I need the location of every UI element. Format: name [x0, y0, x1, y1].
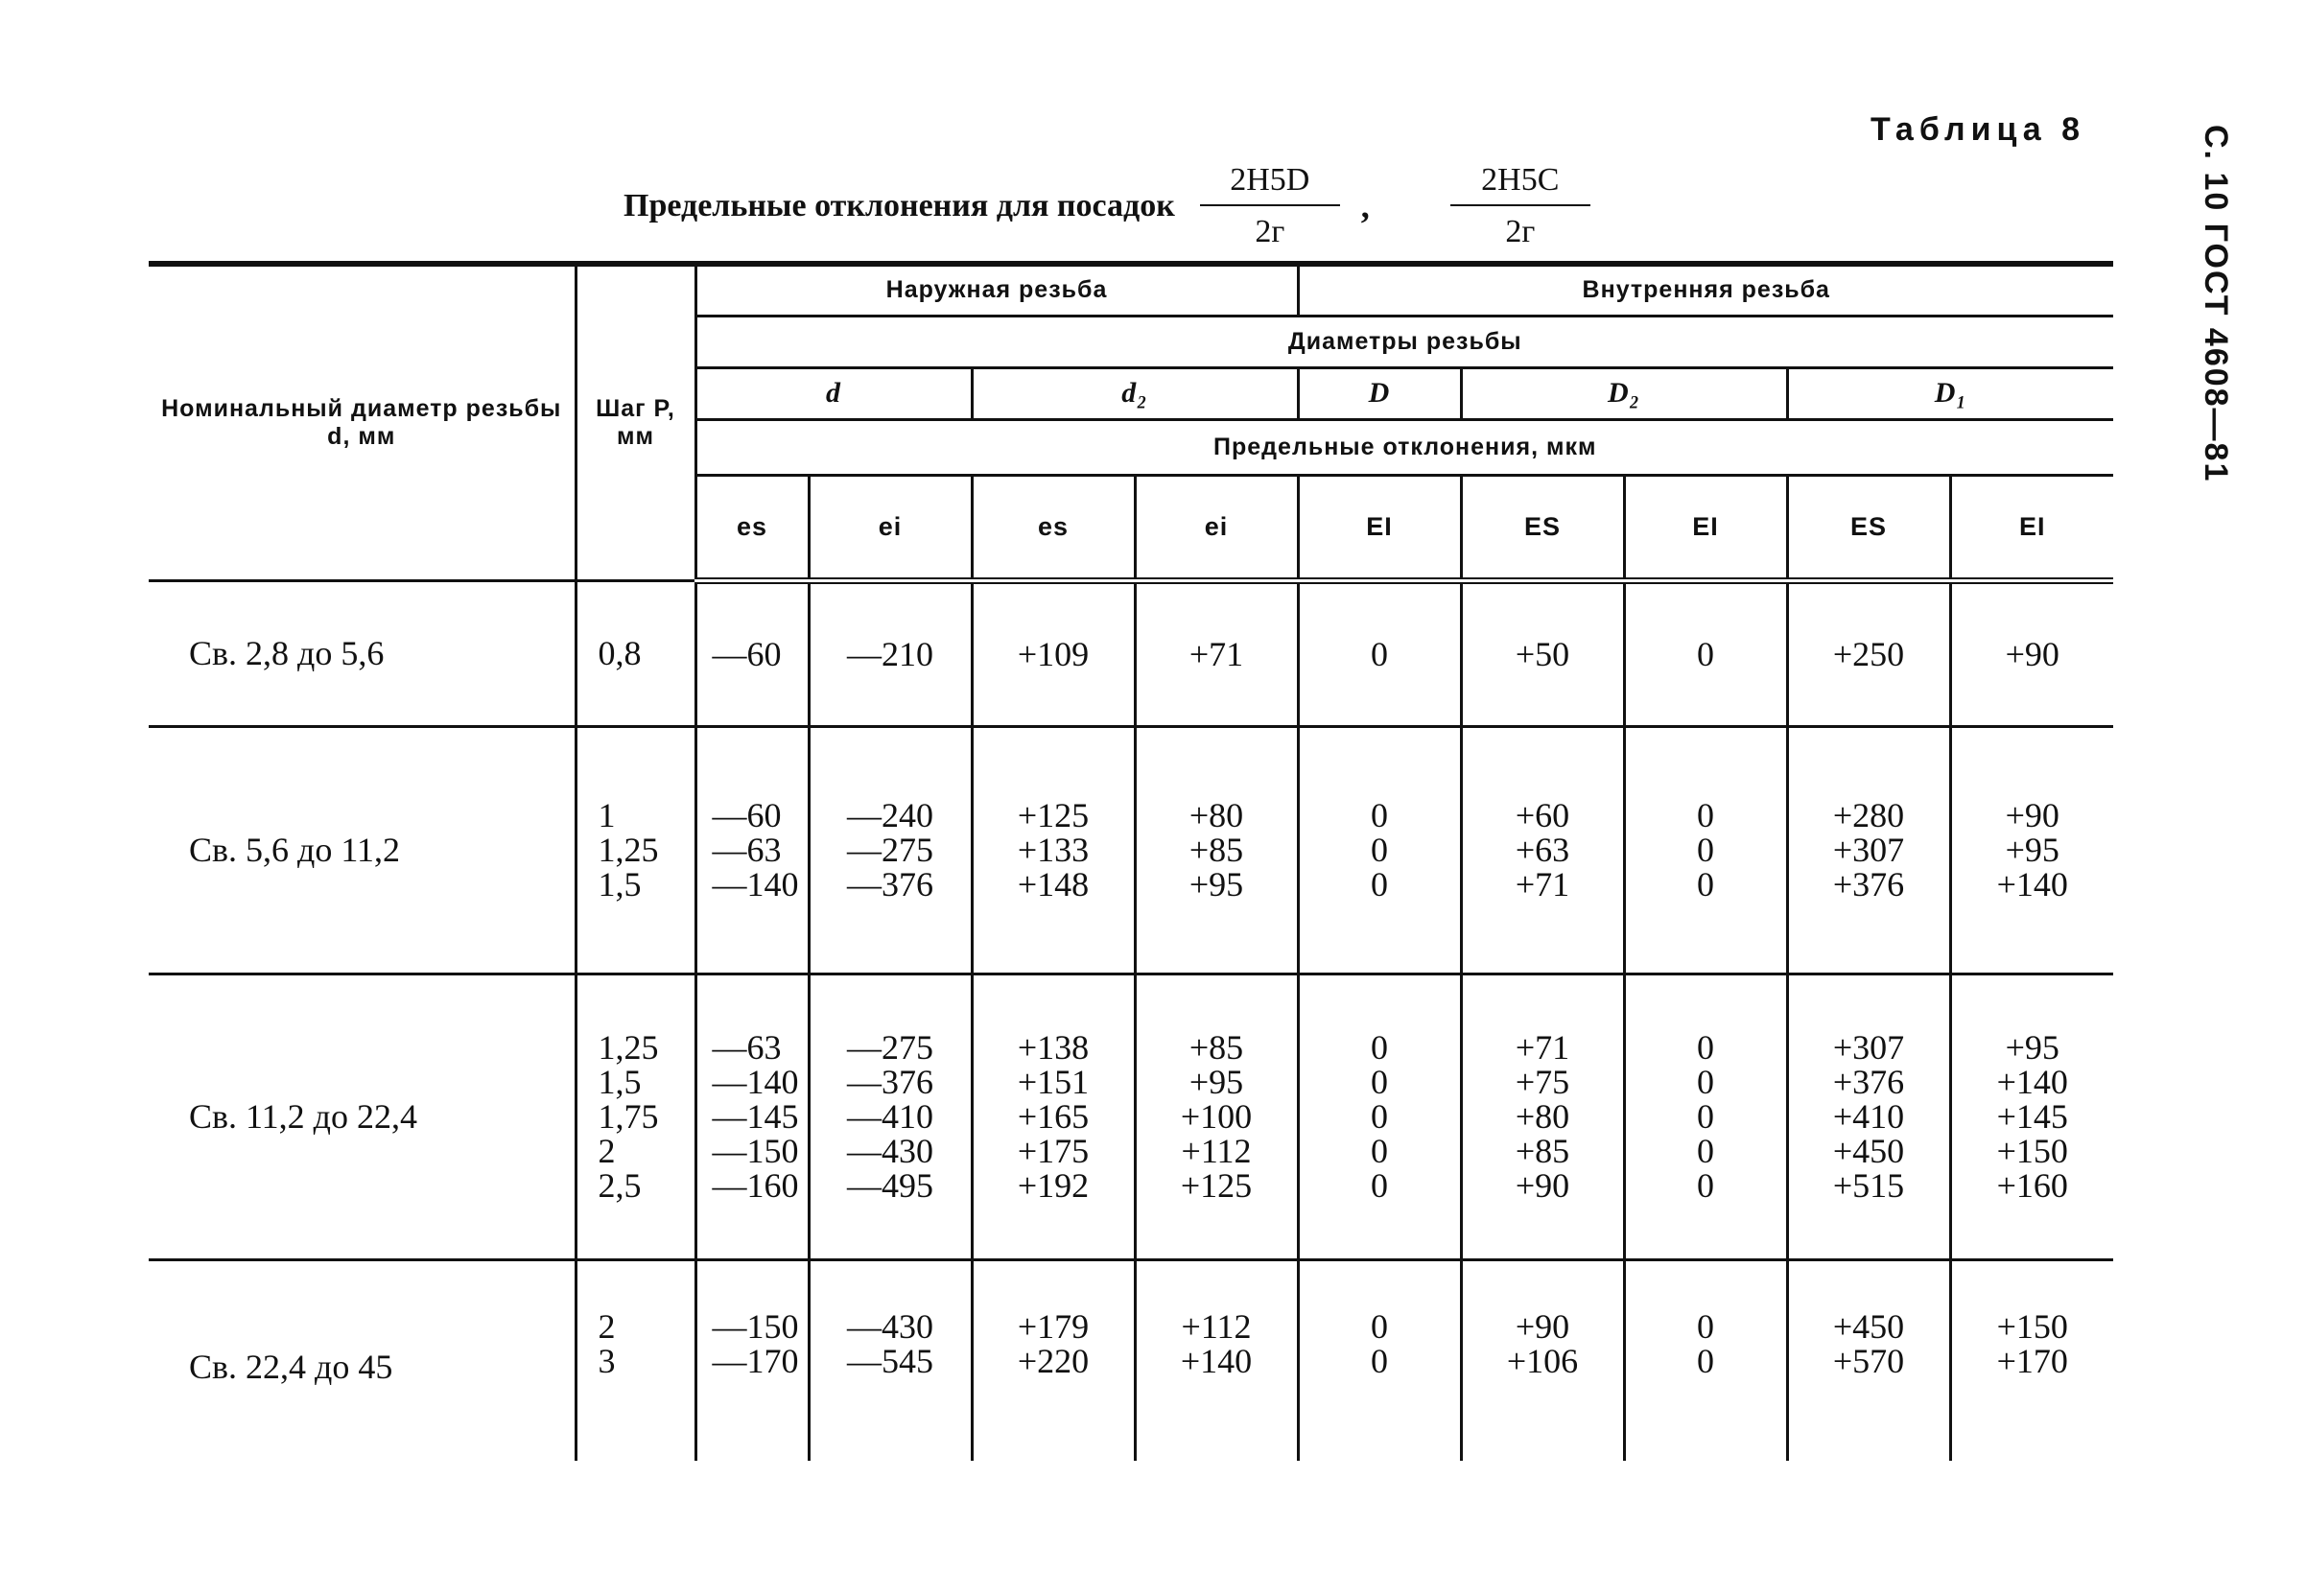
cell-value: 0: [1371, 865, 1388, 904]
cell-value: +100: [1180, 1097, 1253, 1136]
cell-value: —63: [712, 1028, 782, 1067]
table-row: [149, 726, 2113, 974]
cell-value: 0: [1697, 1132, 1714, 1170]
cell-value: +165: [1017, 1097, 1090, 1136]
cell-value: +145: [1996, 1097, 2068, 1136]
cell-D-EI: [1298, 580, 1461, 726]
cell-d2-es: [972, 580, 1135, 726]
cell-value: +95: [1188, 865, 1244, 904]
cell-value: +140: [1996, 1063, 2068, 1101]
cell-range: Св. 11,2 до 22,4: [149, 974, 576, 1259]
cell-D2-EI: [1624, 580, 1787, 726]
cell-value: 1,5: [598, 865, 642, 904]
header-diam-D: D: [1298, 367, 1461, 419]
cell-d2-es: [972, 974, 1135, 1259]
fit-1-denominator: 2г: [1255, 214, 1285, 249]
cell-d2-ei: [1135, 1259, 1298, 1461]
cell-value: +112: [1181, 1306, 1252, 1346]
cell-d-ei: [809, 974, 972, 1259]
cell-D2-ES: [1461, 726, 1624, 974]
cell-value: +80: [1188, 796, 1244, 834]
header-sub-D1-ES: ES: [1787, 475, 1950, 580]
cell-D1-ES: [1787, 726, 1950, 974]
cell-d2-es: [972, 726, 1135, 974]
cell-value: +95: [2005, 831, 2059, 869]
cell-value: —150: [712, 1132, 799, 1170]
cell-value: +175: [1017, 1132, 1090, 1170]
cell-value: 0: [1697, 1306, 1714, 1346]
table-title-text: Предельные отклонения для посадок: [624, 188, 1175, 223]
cell-value: —60: [712, 796, 782, 834]
cell-D-EI: [1298, 1259, 1461, 1461]
cell-value: +150: [1996, 1132, 2068, 1170]
cell-value: —240: [847, 796, 933, 834]
cell-value: +90: [2005, 635, 2059, 673]
cell-D2-EI: [1624, 1259, 1787, 1461]
cell-value: 0: [1371, 1097, 1388, 1136]
cell-D1-EI: [1950, 580, 2113, 726]
cell-value: +570: [1832, 1341, 1905, 1380]
fit-2-numerator: 2H5C: [1450, 162, 1590, 206]
cell-value: —170: [712, 1341, 799, 1380]
cell-value: 2: [598, 1132, 616, 1170]
cell-value: +90: [2005, 796, 2059, 834]
cell-value: +140: [1996, 865, 2068, 904]
cell-D2-EI: [1624, 974, 1787, 1259]
cell-value: —275: [847, 831, 933, 869]
cell-value: —430: [847, 1132, 933, 1170]
cell-D2-ES: [1461, 1259, 1624, 1461]
cell-D-EI: [1298, 726, 1461, 974]
cell-value: +95: [2005, 1028, 2059, 1067]
header-sub-d-ei: ei: [809, 475, 972, 580]
cell-value: —545: [847, 1341, 933, 1380]
cell-value: 0: [1697, 1028, 1714, 1067]
cell-value: 1,25: [598, 831, 659, 869]
header-sub-D2-EI: EI: [1624, 475, 1787, 580]
fit-fraction-1: [1200, 162, 1340, 250]
cell-d2-ei: [1135, 580, 1298, 726]
cell-d2-ei: [1135, 726, 1298, 974]
cell-value: 0: [1697, 1097, 1714, 1136]
cell-value: 0: [1697, 1166, 1714, 1205]
cell-d-es: [695, 974, 809, 1259]
cell-value: +307: [1832, 1028, 1905, 1067]
cell-steps: [576, 1259, 695, 1461]
cell-value: 0: [1371, 1132, 1388, 1170]
deviations-table: [149, 261, 2113, 1461]
cell-value: +125: [1017, 796, 1090, 834]
cell-range: Св. 22,4 до 45: [189, 1347, 393, 1386]
cell-value: 0: [1697, 831, 1714, 869]
cell-value: +450: [1832, 1306, 1905, 1346]
cell-value: +450: [1832, 1132, 1905, 1170]
cell-value: 0: [1371, 635, 1388, 673]
cell-value: +90: [1515, 1166, 1570, 1205]
cell-value: +125: [1180, 1166, 1253, 1205]
cell-range: Св. 5,6 до 11,2: [149, 726, 576, 974]
cell-value: —140: [712, 865, 799, 904]
cell-value: +138: [1017, 1028, 1090, 1067]
cell-range: Св. 2,8 до 5,6: [149, 580, 576, 726]
header-sub-D2-ES: ES: [1461, 475, 1624, 580]
cell-value: 0: [1371, 1306, 1388, 1346]
cell-value: 0: [1371, 796, 1388, 834]
cell-value: +112: [1181, 1132, 1252, 1170]
cell-value: —376: [847, 1063, 933, 1101]
cell-d-es: [695, 580, 809, 726]
cell-steps: [576, 580, 695, 726]
cell-value: —60: [712, 635, 782, 673]
cell-value: +85: [1188, 1028, 1244, 1067]
cell-d2-ei: [1135, 974, 1298, 1259]
cell-value: +250: [1832, 635, 1905, 673]
header-diam-D2: D₂: [1461, 367, 1787, 419]
cell-value: 0: [1697, 635, 1714, 673]
cell-value: —495: [847, 1166, 933, 1205]
cell-d-es: [695, 726, 809, 974]
cell-d-ei: [809, 1259, 972, 1461]
cell-value: +192: [1017, 1166, 1090, 1205]
cell-value: +376: [1832, 1063, 1905, 1101]
cell-value: +133: [1017, 831, 1090, 869]
cell-D2-EI: [1624, 726, 1787, 974]
header-diam-d2: d₂: [972, 367, 1298, 419]
header-sub-D1-EI: EI: [1950, 475, 2113, 580]
header-sub-d2-ei: ei: [1135, 475, 1298, 580]
cell-value: +63: [1515, 831, 1570, 869]
cell-value: +170: [1996, 1341, 2068, 1380]
cell-d-es: [695, 1259, 809, 1461]
cell-value: +85: [1188, 831, 1244, 869]
cell-value: +179: [1017, 1306, 1090, 1346]
header-internal-thread: Внутренняя резьба: [1298, 264, 2113, 316]
table-title: [624, 153, 1590, 259]
cell-value: +515: [1832, 1166, 1905, 1205]
cell-value: 2: [598, 1306, 616, 1346]
cell-value: +60: [1515, 796, 1570, 834]
cell-value: 0: [1697, 796, 1714, 834]
header-thread-diameters: Диаметры резьбы: [695, 316, 2113, 367]
cell-steps: [576, 726, 695, 974]
cell-value: 0: [1371, 1341, 1388, 1380]
fit-2-denominator: 2г: [1505, 214, 1536, 249]
cell-value: 0: [1697, 1341, 1714, 1380]
cell-D1-EI: [1950, 1259, 2113, 1461]
cell-value: —275: [847, 1028, 933, 1067]
cell-value: 1: [598, 796, 616, 834]
cell-D2-ES: [1461, 580, 1624, 726]
cell-value: +80: [1515, 1097, 1570, 1136]
header-nominal-diameter: Номинальный диаметр резьбы d, мм: [149, 264, 576, 580]
cell-value: 3: [598, 1341, 616, 1380]
cell-value: 0: [1697, 865, 1714, 904]
cell-D1-EI: [1950, 726, 2113, 974]
cell-value: —63: [712, 831, 782, 869]
cell-value: —430: [847, 1306, 933, 1346]
cell-value: +71: [1515, 865, 1570, 904]
table-row: [149, 974, 2113, 1259]
cell-D1-ES: [1787, 580, 1950, 726]
table-row: [149, 1259, 2113, 1461]
cell-value: —150: [712, 1306, 799, 1346]
cell-value: —160: [712, 1166, 799, 1205]
table-number: Таблица 8: [1871, 111, 2086, 148]
title-separator: ,: [1360, 187, 1370, 225]
cell-value: +376: [1832, 865, 1905, 904]
page-side-header: С. 10 ГОСТ 4608—81: [2198, 125, 2234, 483]
cell-d-ei: [809, 580, 972, 726]
cell-value: +150: [1996, 1306, 2068, 1346]
header-sub-d-es: es: [695, 475, 809, 580]
cell-value: +148: [1017, 865, 1090, 904]
cell-steps: [576, 974, 695, 1259]
cell-value: +280: [1832, 796, 1905, 834]
cell-value: 1,75: [598, 1097, 659, 1136]
header-external-thread: Наружная резьба: [695, 264, 1298, 316]
fit-fraction-2: [1450, 162, 1590, 250]
cell-value: +75: [1515, 1063, 1570, 1101]
cell-D1-ES: [1787, 974, 1950, 1259]
cell-value: +151: [1017, 1063, 1090, 1101]
cell-value: +71: [1515, 1028, 1570, 1067]
cell-value: +140: [1180, 1341, 1253, 1380]
header-sub-d2-es: es: [972, 475, 1135, 580]
cell-D1-ES: [1787, 1259, 1950, 1461]
cell-value: 2,5: [598, 1166, 642, 1205]
cell-value: 0: [1371, 831, 1388, 869]
cell-value: +50: [1515, 635, 1570, 673]
table-row: [149, 580, 2113, 726]
cell-d-ei: [809, 726, 972, 974]
fit-1-numerator: 2H5D: [1200, 162, 1340, 206]
cell-value: +220: [1017, 1341, 1090, 1380]
cell-value: 1,5: [598, 1063, 642, 1101]
cell-value: +410: [1832, 1097, 1905, 1136]
cell-value: +90: [1515, 1306, 1570, 1346]
cell-value: +160: [1996, 1166, 2068, 1205]
cell-value: —210: [847, 635, 933, 673]
cell-value: —376: [847, 865, 933, 904]
cell-value: —140: [712, 1063, 799, 1101]
cell-value: 0,8: [598, 634, 642, 672]
cell-value: —145: [712, 1097, 799, 1136]
cell-D2-ES: [1461, 974, 1624, 1259]
header-diam-d: d: [695, 367, 972, 419]
header-diam-D1: D₁: [1787, 367, 2113, 419]
header-step: Шаг P, мм: [576, 264, 695, 580]
cell-value: +109: [1017, 635, 1090, 673]
cell-value: +95: [1188, 1063, 1244, 1101]
cell-value: +307: [1832, 831, 1905, 869]
header-limit-deviations: Предельные отклонения, мкм: [695, 419, 2113, 475]
cell-value: +85: [1515, 1132, 1570, 1170]
cell-value: 0: [1371, 1028, 1388, 1067]
cell-value: —410: [847, 1097, 933, 1136]
cell-d2-es: [972, 1259, 1135, 1461]
cell-value: 1,25: [598, 1028, 659, 1067]
cell-value: +71: [1188, 635, 1244, 673]
cell-value: 0: [1371, 1166, 1388, 1205]
cell-value: +106: [1506, 1341, 1579, 1380]
cell-D1-EI: [1950, 974, 2113, 1259]
cell-value: 0: [1371, 1063, 1388, 1101]
cell-value: 0: [1697, 1063, 1714, 1101]
cell-D-EI: [1298, 974, 1461, 1259]
header-sub-D-EI: EI: [1298, 475, 1461, 580]
